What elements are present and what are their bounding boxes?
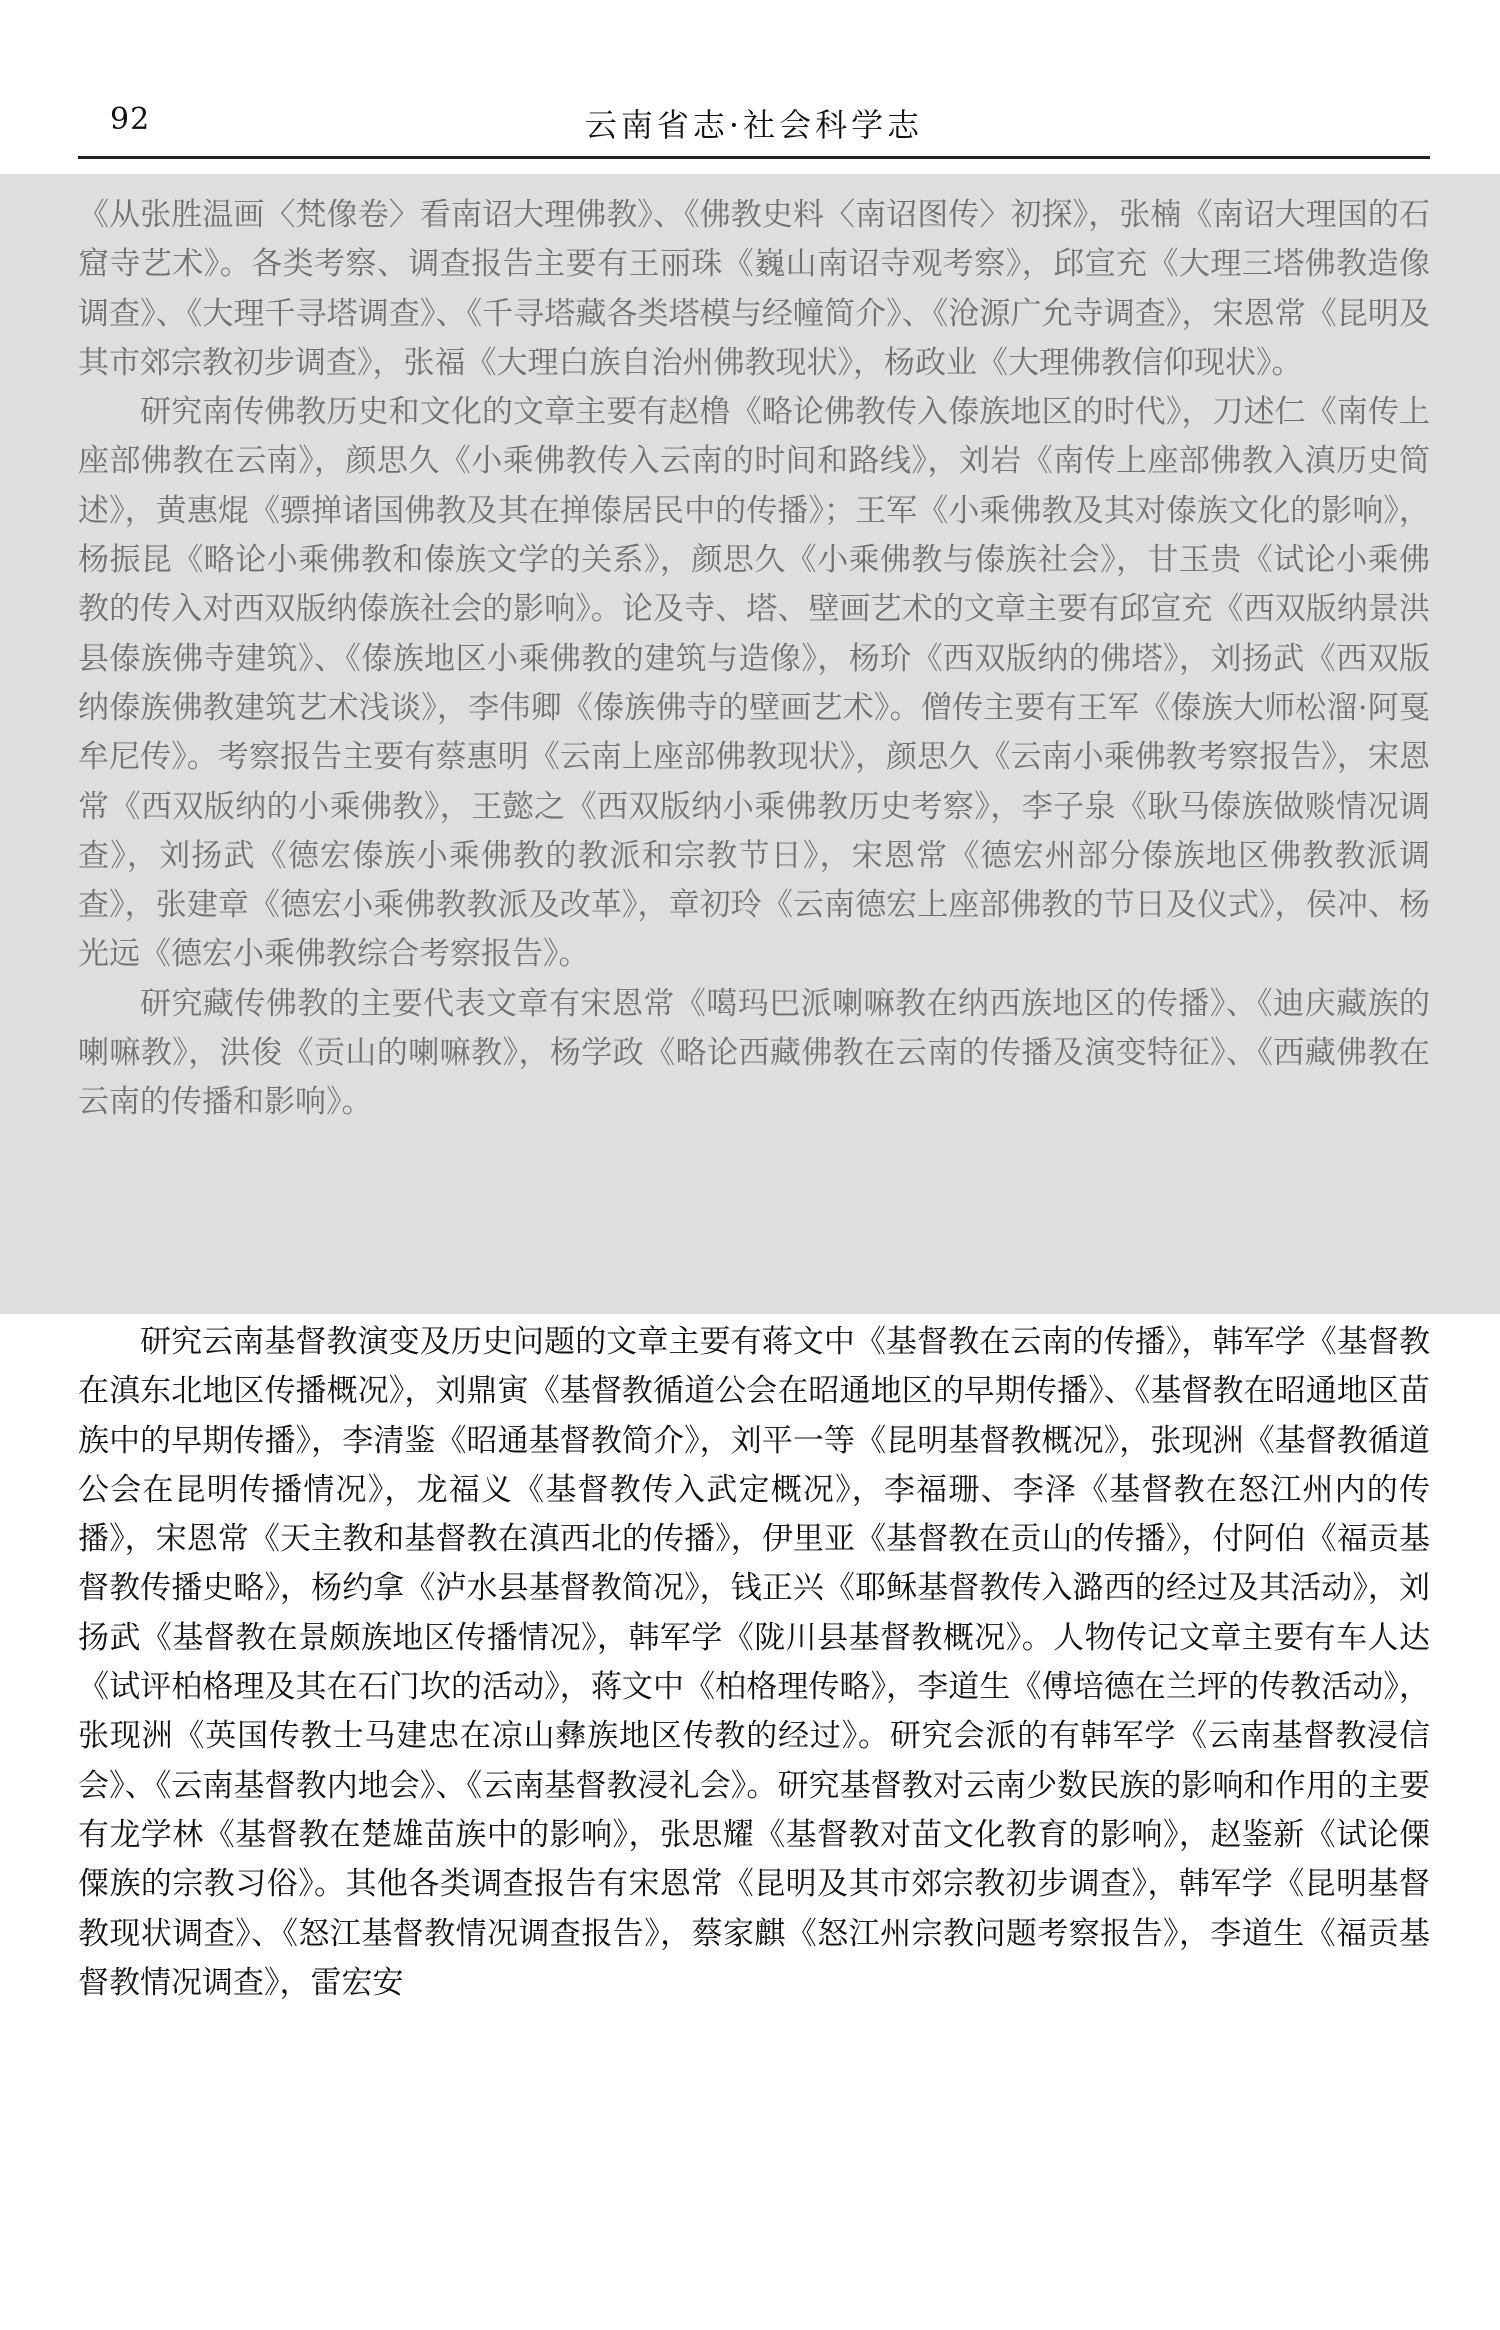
- paragraph-continued: 《从张胜温画〈梵像卷〉看南诏大理佛教》、《佛教史料〈南诏图传〉初探》，张楠《南诏大理国的石窟寺艺术》。各类考察、调查报告主要有王丽珠《巍山南诏寺观考察》，邱宣充《大理三塔佛教造像调查》、《大理千寻塔调查》、《千寻塔藏各类塔模与经幢简介》、《沧源广允寺调查》，宋恩常《昆明及其市郊宗教初步调查》，张福《大理白族自治州佛教现状》，杨政业《大理佛教信仰现状》。: [78, 197, 1430, 381]
- page-header: [78, 96, 1430, 159]
- page-number: 92: [110, 102, 151, 137]
- paragraph-christianity: 研究云南基督教演变及历史问题的文章主要有蒋文中《基督教在云南的传播》，韩军学《基督教在滇东北地区传播概况》，刘鼎寅《基督教循道公会在昭通地区的早期传播》、《基督教在昭通地区苗族中的早期传播》，李清鉴《昭通基督教简介》，刘平一等《昆明基督教概况》，张现洲《基督教循道公会在昆明传播情况》，龙福义《基督教传入武定概况》，李福珊、李泽《基督教在怒江州内的传播》，宋恩常《天主教和基督教在滇西北的传播》，伊里亚《基督教在贡山的传播》，付阿伯《福贡基督教传播史略》，杨约拿《泸水县基督教简况》，钱正兴《耶稣基督教传入潞西的经过及其活动》，刘扬武《基督教在景颇族地区传播情况》，韩军学《陇川县基督教概况》。人物传记文章主要有车人达《试评柏格理及其在石门坎的活动》，蒋文中《柏格理传略》，李道生《傅培德在兰坪的传教活动》，张现洲《英国传教士马建忠在凉山彝族地区传教的经过》。研究会派的有韩军学《云南基督教浸信会》、《云南基督教内地会》、《云南基督教浸礼会》。研究基督教对云南少数民族的影响和作用的主要有龙学林《基督教在楚雄苗族中的影响》，张思耀《基督教对苗文化教育的影响》，赵鉴新《试论傈僳族的宗教习俗》。其他各类调查报告有宋恩常《昆明及其市郊宗教初步调查》，韩军学《昆明基督教现状调查》、《怒江基督教情况调查报告》，蔡家麒《怒江州宗教问题考察报告》，李道生《福贡基督教情况调查》，雷宏安: [78, 1324, 1430, 2001]
- paragraph-southern-buddhism: 研究南传佛教历史和文化的文章主要有赵橹《略论佛教传入傣族地区的时代》，刀述仁《南传上座部佛教在云南》，颜思久《小乘佛教传入云南的时间和路线》，刘岩《南传上座部佛教入滇历史简述》，黄惠焜《骠掸诸国佛教及其在掸傣居民中的传播》；王军《小乘佛教及其对傣族文化的影响》，杨振昆《略论小乘佛教和傣族文学的关系》，颜思久《小乘佛教与傣族社会》，甘玉贵《试论小乘佛教的传入对西双版纳傣族社会的影响》。论及寺、塔、壁画艺术的文章主要有邱宣充《西双版纳景洪县傣族佛寺建筑》、《傣族地区小乘佛教的建筑与造像》，杨玠《西双版纳的佛塔》，刘扬武《西双版纳傣族佛教建筑艺术浅谈》，李伟卿《傣族佛寺的壁画艺术》。僧传主要有王军《傣族大师松溜·阿戛牟尼传》。考察报告主要有蔡惠明《云南上座部佛教现状》，颜思久《云南小乘佛教考察报告》，宋恩常《西双版纳的小乘佛教》，王懿之《西双版纳小乘佛教历史考察》，李子泉《耿马傣族做赕情况调查》，刘扬武《德宏傣族小乘佛教的教派和宗教节日》，宋恩常《德宏州部分傣族地区佛教教派调查》，张建章《德宏小乘佛教教派及改革》，章初玲《云南德宏上座部佛教的节日及仪式》，侯冲、杨光远《德宏小乘佛教综合考察报告》。: [78, 394, 1430, 973]
- running-title: 云南省志·社会科学志: [584, 106, 924, 144]
- main-section: [78, 1318, 1430, 2008]
- faded-section: [78, 191, 1430, 1128]
- paragraph-tibetan-buddhism: 研究藏传佛教的主要代表文章有宋恩常《噶玛巴派喇嘛教在纳西族地区的传播》、《迪庆藏族的喇嘛教》，洪俊《贡山的喇嘛教》，杨学政《略论西藏佛教在云南的传播及演变特征》、《西藏佛教在云南的传播和影响》。: [78, 985, 1430, 1121]
